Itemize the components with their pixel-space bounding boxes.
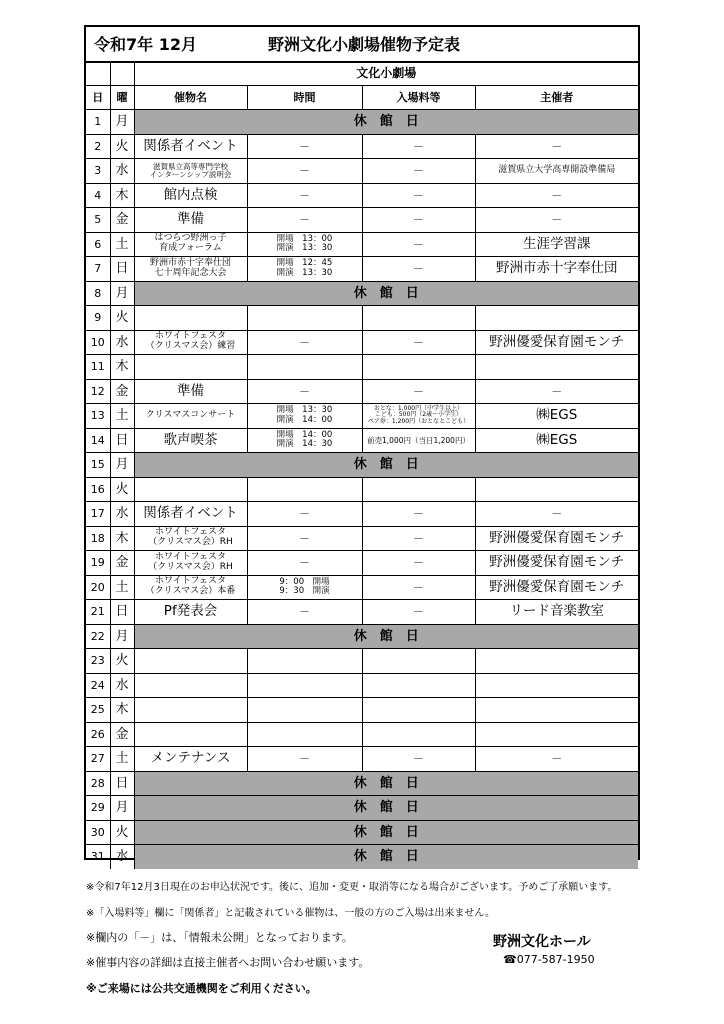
day-number: 13 bbox=[86, 404, 110, 429]
event-time bbox=[247, 183, 362, 208]
day-number: 27 bbox=[86, 747, 110, 772]
event-fee bbox=[362, 330, 475, 355]
event-fee-line: － bbox=[413, 531, 424, 545]
event-organizer bbox=[475, 232, 638, 257]
event-name bbox=[134, 379, 247, 404]
event-time-line: 9：30 開演 bbox=[279, 586, 330, 597]
day-row bbox=[86, 820, 638, 845]
weekday: 日 bbox=[110, 600, 134, 625]
event-name-line: （クリスマス会）RH bbox=[148, 537, 233, 548]
event-time bbox=[247, 649, 362, 674]
event-name-line: （クリスマス会）本番 bbox=[145, 586, 236, 597]
event-time bbox=[247, 722, 362, 747]
day-row bbox=[86, 306, 638, 331]
page-title: 野洲文化小劇場催物予定表 bbox=[268, 35, 461, 54]
event-time bbox=[247, 257, 362, 282]
note-2: ※「入場料等」欄に「関係者」と記載されている催物は、一般の方のご入場は出来ません。 bbox=[86, 908, 495, 919]
day-row bbox=[86, 673, 638, 698]
event-name bbox=[134, 747, 247, 772]
event-organizer-line: 野洲優愛保育園モンチ bbox=[489, 578, 625, 595]
event-fee bbox=[362, 159, 475, 184]
event-name bbox=[134, 134, 247, 159]
event-name bbox=[134, 575, 247, 600]
day-number: 4 bbox=[86, 183, 110, 208]
event-organizer bbox=[475, 257, 638, 282]
event-organizer-line: 滋賀県立大学高専開設準備局 bbox=[498, 165, 616, 176]
weekday: 日 bbox=[110, 428, 134, 453]
event-organizer-line: － bbox=[551, 507, 563, 521]
event-fee bbox=[362, 502, 475, 527]
weekday: 火 bbox=[110, 306, 134, 331]
event-time bbox=[247, 502, 362, 527]
day-row bbox=[86, 796, 638, 821]
event-name bbox=[134, 526, 247, 551]
event-organizer-line: － bbox=[551, 213, 563, 227]
event-fee-line: － bbox=[413, 262, 424, 276]
event-time bbox=[247, 673, 362, 698]
weekday: 土 bbox=[110, 404, 134, 429]
day-number: 15 bbox=[86, 453, 110, 478]
event-time bbox=[247, 575, 362, 600]
day-number: 19 bbox=[86, 551, 110, 576]
day-number: 2 bbox=[86, 134, 110, 159]
event-organizer-line: 野洲優愛保育園モンチ bbox=[489, 529, 625, 546]
event-name-line: ホワイトフェスタ bbox=[154, 551, 226, 562]
schedule-table bbox=[86, 61, 638, 869]
weekday: 土 bbox=[110, 575, 134, 600]
event-fee-line: ペア券：1,200円（おとなとこども） bbox=[367, 418, 470, 426]
day-number: 23 bbox=[86, 649, 110, 674]
event-name bbox=[134, 502, 247, 527]
event-organizer-line: － bbox=[551, 188, 563, 202]
weekday: 月 bbox=[110, 796, 134, 821]
event-name-line: 館内点検 bbox=[163, 186, 218, 203]
event-name-line: 関係者イベント bbox=[143, 137, 238, 154]
day-number: 14 bbox=[86, 428, 110, 453]
event-time-line: － bbox=[299, 335, 310, 349]
day-number: 11 bbox=[86, 355, 110, 380]
event-organizer bbox=[475, 600, 638, 625]
day-row bbox=[86, 771, 638, 796]
event-time bbox=[247, 551, 362, 576]
weekday: 火 bbox=[110, 649, 134, 674]
col-weekday: 曜 bbox=[110, 85, 134, 110]
weekday: 木 bbox=[110, 355, 134, 380]
day-row bbox=[86, 281, 638, 306]
event-name-line: 七十周年記念大会 bbox=[154, 267, 227, 278]
event-organizer bbox=[475, 747, 638, 772]
event-organizer bbox=[475, 379, 638, 404]
closed-day: 休 館 日 bbox=[134, 820, 638, 845]
event-name-line: ホワイトフェスタ bbox=[154, 527, 226, 538]
day-row bbox=[86, 575, 638, 600]
event-name bbox=[134, 183, 247, 208]
event-name-line: クリスマスコンサート bbox=[145, 410, 236, 421]
event-organizer bbox=[475, 575, 638, 600]
day-number: 24 bbox=[86, 673, 110, 698]
col-fee: 入場料等 bbox=[362, 85, 475, 110]
weekday: 日 bbox=[110, 771, 134, 796]
event-name-line: 野洲市赤十字奉仕団 bbox=[149, 257, 231, 268]
note-1: ※令和7年12月3日現在のお申込状況です。後に、追加・変更・取消等になる場合がございます。予めご了承願います。 bbox=[86, 882, 618, 893]
event-fee bbox=[362, 526, 475, 551]
schedule-sheet bbox=[84, 25, 640, 865]
note-5: ※ご来場には公共交通機関をご利用ください。 bbox=[86, 982, 317, 995]
day-row bbox=[86, 379, 638, 404]
day-row bbox=[86, 477, 638, 502]
day-row bbox=[86, 698, 638, 723]
weekday: 水 bbox=[110, 330, 134, 355]
event-time-line: － bbox=[299, 531, 310, 545]
event-time bbox=[247, 600, 362, 625]
event-fee-line: こども：500円（2歳～小学生） bbox=[374, 411, 463, 419]
event-time-line: － bbox=[299, 188, 310, 202]
event-fee-line: おとな：1,000円（中学生以上） bbox=[373, 404, 464, 412]
event-time-line: － bbox=[299, 384, 310, 398]
event-organizer bbox=[475, 355, 638, 380]
event-fee-line: － bbox=[413, 213, 424, 227]
day-row bbox=[86, 404, 638, 429]
weekday: 月 bbox=[110, 624, 134, 649]
event-fee bbox=[362, 600, 475, 625]
weekday: 日 bbox=[110, 257, 134, 282]
day-number: 18 bbox=[86, 526, 110, 551]
event-time-line: － bbox=[299, 507, 310, 521]
col-organizer: 主催者 bbox=[475, 85, 638, 110]
event-organizer bbox=[475, 722, 638, 747]
era-month: 令和7年 12月 bbox=[94, 35, 197, 54]
event-fee-line: － bbox=[413, 335, 424, 349]
day-row bbox=[86, 502, 638, 527]
closed-day: 休 館 日 bbox=[134, 281, 638, 306]
closed-day: 休 館 日 bbox=[134, 771, 638, 796]
day-number: 20 bbox=[86, 575, 110, 600]
event-organizer-line: ㈱EGS bbox=[536, 431, 578, 448]
event-name bbox=[134, 698, 247, 723]
day-number: 26 bbox=[86, 722, 110, 747]
event-time-line: － bbox=[299, 752, 310, 766]
event-fee-line: － bbox=[413, 752, 424, 766]
event-fee-line: － bbox=[413, 605, 424, 619]
day-number: 8 bbox=[86, 281, 110, 306]
event-name bbox=[134, 477, 247, 502]
event-fee bbox=[362, 355, 475, 380]
event-name-line: インターンシップ説明会 bbox=[149, 169, 232, 179]
event-fee-line: － bbox=[413, 384, 424, 398]
weekday: 土 bbox=[110, 747, 134, 772]
sheet-header bbox=[86, 27, 638, 63]
event-fee-line: － bbox=[413, 188, 424, 202]
venue-label: 文化小劇場 bbox=[134, 61, 638, 85]
event-organizer-line: 野洲優愛保育園モンチ bbox=[489, 554, 625, 570]
event-time bbox=[247, 404, 362, 429]
event-fee bbox=[362, 428, 475, 453]
event-name-line: 滋賀県立高等専門学校 bbox=[153, 161, 228, 171]
column-header-row bbox=[86, 85, 638, 110]
weekday: 月 bbox=[110, 281, 134, 306]
weekday: 木 bbox=[110, 526, 134, 551]
day-number: 6 bbox=[86, 232, 110, 257]
event-fee bbox=[362, 232, 475, 257]
day-row bbox=[86, 134, 638, 159]
event-name-line: ホワイトフェスタ bbox=[154, 576, 226, 587]
event-organizer-line: 生涯学習課 bbox=[523, 235, 591, 252]
day-row bbox=[86, 526, 638, 551]
day-number: 17 bbox=[86, 502, 110, 527]
event-time bbox=[247, 306, 362, 331]
day-number: 25 bbox=[86, 698, 110, 723]
event-fee-line: － bbox=[413, 139, 424, 153]
event-time-line: － bbox=[299, 164, 310, 178]
event-organizer-line: 野洲市赤十字奉仕団 bbox=[496, 260, 618, 276]
event-fee-line: － bbox=[413, 507, 424, 521]
day-row bbox=[86, 110, 638, 135]
day-number: 22 bbox=[86, 624, 110, 649]
venue-row bbox=[86, 61, 638, 85]
event-fee-line: － bbox=[413, 580, 424, 594]
day-row bbox=[86, 355, 638, 380]
event-name-line: 準備 bbox=[177, 382, 204, 399]
hall-name: 野洲文化ホール bbox=[493, 934, 591, 950]
weekday: 金 bbox=[110, 208, 134, 233]
event-organizer bbox=[475, 183, 638, 208]
event-fee bbox=[362, 673, 475, 698]
event-time bbox=[247, 526, 362, 551]
event-time bbox=[247, 134, 362, 159]
event-time-line: － bbox=[299, 556, 310, 570]
weekday: 火 bbox=[110, 477, 134, 502]
col-time: 時間 bbox=[247, 85, 362, 110]
event-fee bbox=[362, 208, 475, 233]
event-time-line: 開場 12：45 bbox=[276, 258, 333, 269]
event-organizer-line: 野洲優愛保育園モンチ bbox=[489, 333, 625, 350]
event-time-line: － bbox=[299, 213, 310, 227]
event-name-line: 関係者イベント bbox=[143, 505, 238, 521]
event-fee bbox=[362, 747, 475, 772]
day-number: 10 bbox=[86, 330, 110, 355]
event-name-line: （クリスマス会）RH bbox=[148, 561, 233, 572]
event-organizer bbox=[475, 649, 638, 674]
event-organizer bbox=[475, 477, 638, 502]
event-time bbox=[247, 355, 362, 380]
col-event: 催物名 bbox=[134, 85, 247, 110]
day-row bbox=[86, 183, 638, 208]
weekday: 水 bbox=[110, 845, 134, 869]
closed-day: 休 館 日 bbox=[134, 110, 638, 135]
event-organizer-line: リード音楽教室 bbox=[509, 603, 604, 619]
event-fee bbox=[362, 379, 475, 404]
day-number: 21 bbox=[86, 600, 110, 625]
day-row bbox=[86, 428, 638, 453]
day-row bbox=[86, 747, 638, 772]
event-organizer-line: ㈱EGS bbox=[536, 407, 578, 423]
event-time-line: 開演 13：30 bbox=[276, 243, 333, 254]
event-time-line: 9：00 開場 bbox=[279, 576, 330, 587]
weekday: 金 bbox=[110, 722, 134, 747]
event-fee bbox=[362, 722, 475, 747]
event-fee bbox=[362, 551, 475, 576]
event-organizer bbox=[475, 306, 638, 331]
closed-day: 休 館 日 bbox=[134, 453, 638, 478]
closed-day: 休 館 日 bbox=[134, 624, 638, 649]
event-name bbox=[134, 330, 247, 355]
event-name-line: （クリスマス会）練習 bbox=[145, 341, 236, 352]
event-time bbox=[247, 428, 362, 453]
event-name-line: 歌声喫茶 bbox=[163, 431, 218, 448]
event-name bbox=[134, 306, 247, 331]
weekday: 木 bbox=[110, 698, 134, 723]
event-time-line: 開場 13：30 bbox=[276, 405, 333, 416]
day-row bbox=[86, 551, 638, 576]
event-fee bbox=[362, 134, 475, 159]
event-time bbox=[247, 698, 362, 723]
day-row bbox=[86, 232, 638, 257]
event-time-line: 開演 14：00 bbox=[276, 414, 333, 425]
event-time bbox=[247, 379, 362, 404]
event-name bbox=[134, 257, 247, 282]
event-organizer bbox=[475, 428, 638, 453]
closed-day: 休 館 日 bbox=[134, 845, 638, 869]
event-name-line: ホワイトフェスタ bbox=[154, 331, 226, 342]
event-fee bbox=[362, 477, 475, 502]
day-number: 9 bbox=[86, 306, 110, 331]
day-row bbox=[86, 159, 638, 184]
note-3: ※欄内の「－」は、「情報未公開」となっております。 bbox=[86, 931, 353, 944]
event-organizer bbox=[475, 404, 638, 429]
weekday: 金 bbox=[110, 551, 134, 576]
event-name-line: Pf発表会 bbox=[163, 603, 218, 619]
event-name bbox=[134, 404, 247, 429]
day-number: 16 bbox=[86, 477, 110, 502]
weekday: 水 bbox=[110, 502, 134, 527]
day-row bbox=[86, 600, 638, 625]
weekday: 火 bbox=[110, 134, 134, 159]
event-fee-line: － bbox=[413, 556, 424, 570]
event-organizer bbox=[475, 502, 638, 527]
col-day: 日 bbox=[86, 85, 110, 110]
event-name-line: はつらつ野洲っ子 bbox=[154, 233, 227, 244]
day-number: 12 bbox=[86, 379, 110, 404]
event-name bbox=[134, 600, 247, 625]
event-fee bbox=[362, 183, 475, 208]
event-time bbox=[247, 232, 362, 257]
day-row bbox=[86, 649, 638, 674]
day-number: 28 bbox=[86, 771, 110, 796]
day-number: 1 bbox=[86, 110, 110, 135]
day-row bbox=[86, 208, 638, 233]
closed-day: 休 館 日 bbox=[134, 796, 638, 821]
event-time-line: 開場 14：00 bbox=[276, 429, 333, 440]
event-fee bbox=[362, 306, 475, 331]
event-name bbox=[134, 722, 247, 747]
event-name bbox=[134, 208, 247, 233]
event-fee bbox=[362, 257, 475, 282]
event-fee bbox=[362, 404, 475, 429]
event-organizer-line: － bbox=[551, 139, 563, 153]
event-organizer-line: － bbox=[551, 752, 563, 766]
weekday: 水 bbox=[110, 673, 134, 698]
event-organizer bbox=[475, 208, 638, 233]
event-organizer bbox=[475, 134, 638, 159]
event-fee-line: － bbox=[413, 237, 424, 251]
event-organizer bbox=[475, 673, 638, 698]
event-organizer bbox=[475, 526, 638, 551]
event-name bbox=[134, 551, 247, 576]
event-fee-line: 前売1,000円（当日1,200円） bbox=[367, 435, 470, 445]
weekday: 月 bbox=[110, 110, 134, 135]
event-time bbox=[247, 477, 362, 502]
day-row bbox=[86, 330, 638, 355]
weekday: 水 bbox=[110, 159, 134, 184]
day-number: 29 bbox=[86, 796, 110, 821]
event-time bbox=[247, 330, 362, 355]
event-organizer bbox=[475, 330, 638, 355]
weekday: 土 bbox=[110, 232, 134, 257]
event-organizer-line: － bbox=[551, 384, 563, 398]
weekday: 火 bbox=[110, 820, 134, 845]
event-time-line: － bbox=[299, 139, 310, 153]
day-row bbox=[86, 453, 638, 478]
event-name bbox=[134, 355, 247, 380]
day-row bbox=[86, 722, 638, 747]
note-4: ※催事内容の詳細は直接主催者へお問い合わせ願います。 bbox=[86, 956, 370, 969]
weekday: 月 bbox=[110, 453, 134, 478]
event-name-line: 準備 bbox=[177, 211, 204, 227]
weekday: 金 bbox=[110, 379, 134, 404]
event-name bbox=[134, 159, 247, 184]
event-name-line: 育成フォーラム bbox=[159, 243, 222, 254]
event-time-line: 開演 14：30 bbox=[276, 439, 333, 450]
day-number: 7 bbox=[86, 257, 110, 282]
event-organizer bbox=[475, 698, 638, 723]
event-time-line: 開演 13：30 bbox=[276, 267, 333, 278]
event-organizer bbox=[475, 159, 638, 184]
day-number: 31 bbox=[86, 845, 110, 869]
day-number: 5 bbox=[86, 208, 110, 233]
event-name bbox=[134, 673, 247, 698]
event-time-line: － bbox=[299, 605, 310, 619]
hall-tel: ☎077-587-1950 bbox=[503, 953, 595, 966]
event-fee-line: － bbox=[413, 164, 424, 178]
event-time bbox=[247, 159, 362, 184]
event-fee bbox=[362, 649, 475, 674]
event-fee bbox=[362, 698, 475, 723]
day-row bbox=[86, 624, 638, 649]
event-time bbox=[247, 747, 362, 772]
event-organizer bbox=[475, 551, 638, 576]
weekday: 木 bbox=[110, 183, 134, 208]
event-name-line: メンテナンス bbox=[150, 750, 231, 766]
event-time-line: 開場 13：00 bbox=[276, 233, 333, 244]
day-number: 3 bbox=[86, 159, 110, 184]
event-name bbox=[134, 232, 247, 257]
event-fee bbox=[362, 575, 475, 600]
event-time bbox=[247, 208, 362, 233]
event-name bbox=[134, 428, 247, 453]
event-name bbox=[134, 649, 247, 674]
day-row bbox=[86, 257, 638, 282]
day-row bbox=[86, 845, 638, 869]
day-number: 30 bbox=[86, 820, 110, 845]
